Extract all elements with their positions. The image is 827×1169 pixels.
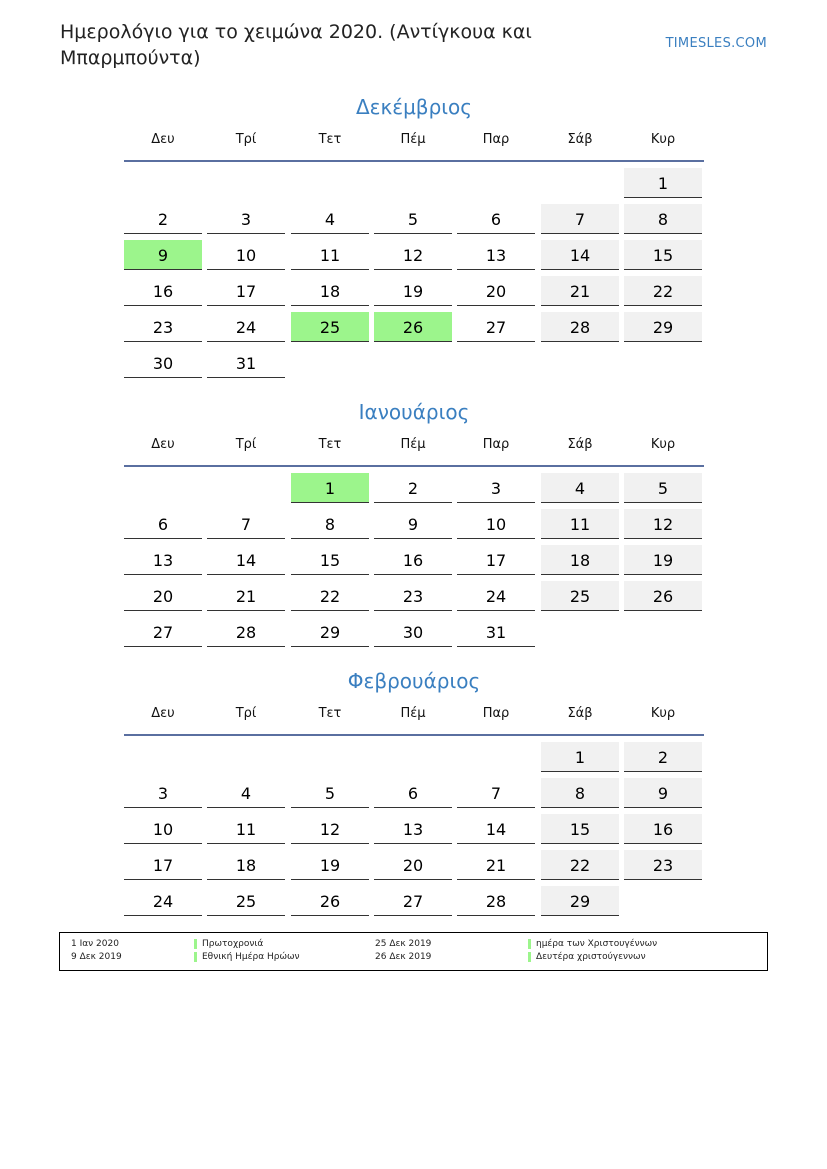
day-cell: 14 (541, 240, 619, 270)
weekday-label: Σάβ (567, 132, 593, 147)
day-cell: 21 (541, 276, 619, 306)
day-cell: 23 (624, 850, 702, 880)
day-cell: 20 (374, 850, 452, 880)
day-cell: 7 (457, 778, 535, 808)
day-cell: 22 (624, 276, 702, 306)
day-cell: 23 (374, 581, 452, 611)
holiday-day-cell: 1 (291, 473, 369, 503)
day-cell: 2 (624, 742, 702, 772)
legend-date: 1 Ιαν 2020 (71, 939, 119, 949)
weekday-label: Παρ (482, 706, 510, 721)
day-cell: 22 (541, 850, 619, 880)
legend-date: 9 Δεκ 2019 (71, 952, 122, 962)
weekday-label: Τετ (318, 437, 342, 452)
day-cell: 3 (207, 204, 285, 234)
month-name: Φεβρουάριος (347, 669, 481, 693)
weekday-label: Δευ (151, 706, 175, 721)
day-cell: 10 (207, 240, 285, 270)
day-cell: 20 (124, 581, 202, 611)
day-cell: 10 (457, 509, 535, 539)
day-cell: 23 (124, 312, 202, 342)
day-cell: 11 (541, 509, 619, 539)
day-cell: 27 (374, 886, 452, 916)
day-cell: 11 (207, 814, 285, 844)
holiday-day-cell: 25 (291, 312, 369, 342)
brand-link[interactable]: TIMESLES.COM (665, 36, 767, 51)
day-cell: 6 (374, 778, 452, 808)
day-cell: 12 (624, 509, 702, 539)
day-cell: 13 (374, 814, 452, 844)
weekday-label: Σάβ (567, 437, 593, 452)
month-december (124, 94, 704, 373)
day-cell: 4 (541, 473, 619, 503)
day-cell: 24 (207, 312, 285, 342)
legend-holiday-name: Δευτέρα χριστούγεννων (528, 952, 646, 962)
weekday-label: Κυρ (650, 132, 676, 147)
day-cell: 28 (457, 886, 535, 916)
day-cell: 12 (374, 240, 452, 270)
day-cell: 5 (291, 778, 369, 808)
day-cell: 7 (541, 204, 619, 234)
day-cell: 31 (207, 348, 285, 378)
weekday-label: Τρί (235, 437, 257, 452)
day-cell: 29 (624, 312, 702, 342)
day-cell: 16 (124, 276, 202, 306)
day-cell: 16 (624, 814, 702, 844)
weekday-label: Δευ (151, 437, 175, 452)
day-cell: 6 (124, 509, 202, 539)
day-cell: 27 (124, 617, 202, 647)
day-cell: 28 (541, 312, 619, 342)
day-cell: 16 (374, 545, 452, 575)
day-cell: 15 (291, 545, 369, 575)
day-cell: 19 (291, 850, 369, 880)
weekday-label: Τετ (318, 132, 342, 147)
weekday-label: Παρ (482, 437, 510, 452)
day-cell: 18 (291, 276, 369, 306)
day-cell: 5 (374, 204, 452, 234)
day-cell: 14 (457, 814, 535, 844)
legend-date: 25 Δεκ 2019 (375, 939, 432, 949)
day-cell: 3 (124, 778, 202, 808)
day-cell: 19 (374, 276, 452, 306)
day-cell: 4 (291, 204, 369, 234)
day-cell: 10 (124, 814, 202, 844)
day-cell: 17 (124, 850, 202, 880)
day-cell: 20 (457, 276, 535, 306)
day-cell: 15 (624, 240, 702, 270)
day-cell: 9 (624, 778, 702, 808)
day-cell: 29 (291, 617, 369, 647)
day-cell: 28 (207, 617, 285, 647)
day-cell: 15 (541, 814, 619, 844)
day-cell: 31 (457, 617, 535, 647)
day-cell: 14 (207, 545, 285, 575)
legend-holiday-name: ημέρα των Χριστουγέννων (528, 939, 657, 949)
weekday-label: Τρί (235, 706, 257, 721)
day-cell: 30 (374, 617, 452, 647)
day-cell: 21 (457, 850, 535, 880)
weekday-header (124, 425, 704, 467)
day-cell: 24 (457, 581, 535, 611)
weekday-label: Δευ (151, 132, 175, 147)
day-cell: 17 (457, 545, 535, 575)
day-cell: 6 (457, 204, 535, 234)
weekday-label: Σάβ (567, 706, 593, 721)
day-cell: 2 (374, 473, 452, 503)
weekday-label: Παρ (482, 132, 510, 147)
day-cell: 1 (624, 168, 702, 198)
page-title: Ημερολόγιο για το χειμώνα 2020. (Αντίγκουα και Μπαρμπούντα) (60, 21, 532, 69)
day-cell: 24 (124, 886, 202, 916)
day-cell: 2 (124, 204, 202, 234)
day-cell: 12 (291, 814, 369, 844)
day-cell: 27 (457, 312, 535, 342)
weekday-label: Κυρ (650, 437, 676, 452)
weekday-label: Πέμ (400, 132, 426, 147)
day-cell: 8 (291, 509, 369, 539)
day-cell: 13 (124, 545, 202, 575)
weekday-label: Τρί (235, 132, 257, 147)
day-cell: 29 (541, 886, 619, 916)
day-cell: 5 (624, 473, 702, 503)
day-cell: 8 (624, 204, 702, 234)
day-cell: 7 (207, 509, 285, 539)
day-cell: 30 (124, 348, 202, 378)
day-cell: 9 (374, 509, 452, 539)
weekday-label: Κυρ (650, 706, 676, 721)
weekday-header (124, 120, 704, 162)
day-cell: 4 (207, 778, 285, 808)
month-february (124, 668, 704, 911)
month-name: Δεκέμβριος (355, 95, 472, 119)
legend-holiday-name: Πρωτοχρονιά (194, 939, 263, 949)
day-cell: 26 (291, 886, 369, 916)
day-cell: 11 (291, 240, 369, 270)
weekday-label: Πέμ (400, 706, 426, 721)
day-cell: 26 (624, 581, 702, 611)
day-cell: 18 (541, 545, 619, 575)
day-cell: 21 (207, 581, 285, 611)
day-cell: 1 (541, 742, 619, 772)
day-cell: 13 (457, 240, 535, 270)
holiday-day-cell: 9 (124, 240, 202, 270)
day-cell: 25 (207, 886, 285, 916)
weekday-header (124, 694, 704, 736)
day-cell: 17 (207, 276, 285, 306)
weekday-label: Πέμ (400, 437, 426, 452)
day-cell: 3 (457, 473, 535, 503)
day-cell: 25 (541, 581, 619, 611)
legend-date: 26 Δεκ 2019 (375, 952, 432, 962)
legend-holiday-name: Εθνική Ημέρα Ηρώων (194, 952, 300, 962)
holiday-legend (59, 932, 768, 971)
day-cell: 22 (291, 581, 369, 611)
month-name: Ιανουάριος (358, 400, 470, 424)
day-cell: 18 (207, 850, 285, 880)
holiday-day-cell: 26 (374, 312, 452, 342)
day-cell: 8 (541, 778, 619, 808)
day-cell: 19 (624, 545, 702, 575)
weekday-label: Τετ (318, 706, 342, 721)
month-january (124, 399, 704, 642)
